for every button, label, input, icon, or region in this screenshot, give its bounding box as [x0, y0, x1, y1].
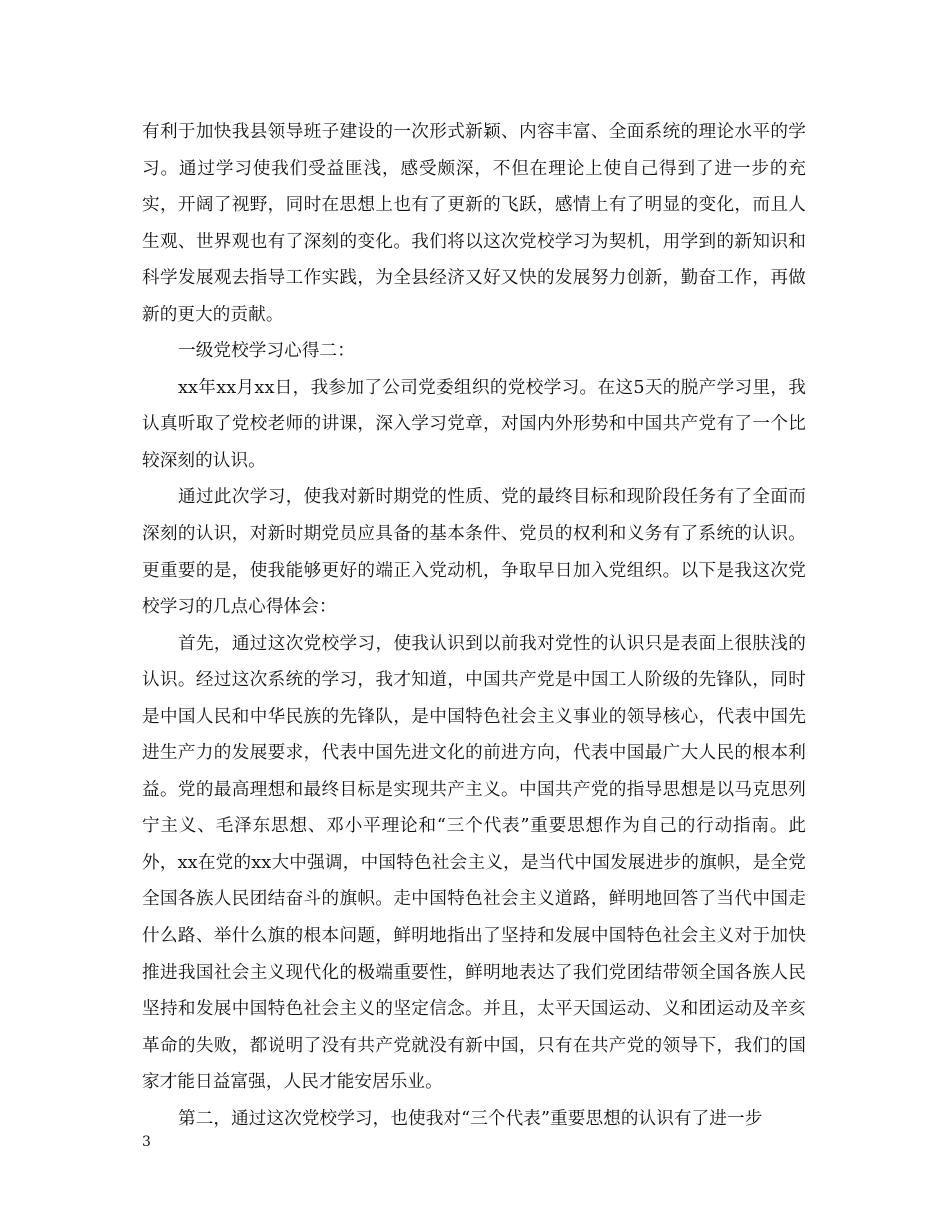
body-text [142, 114, 806, 1137]
paragraph-understanding: 通过此次学习，使我对新时期党的性质、党的最终目标和现阶段任务有了全面而深刻的认识，对新时期党员应具备的基本条件、党员的权利和义务有了系统的认识。更重要的是，使我能够更好的端正入党动机，争取早日加入党组织。以下是我这次党校学习的几点心得体会： [142, 487, 806, 618]
page-number: 3 [142, 1134, 151, 1150]
section-heading: 一级党校学习心得二： [178, 341, 355, 362]
paragraph-intro: xx年xx月xx日，我参加了公司党委组织的党校学习。在这5天的脱产学习里，我认真听取了党校老师的讲课，深入学习党章，对国内外形势和中国共产党有了一个比较深刻的认识。 [142, 377, 806, 471]
paragraph-first-point: 首先，通过这次党校学习，使我认识到以前我对党性的认识只是表面上很肤浅的认识。经过这次系统的学习，我才知道，中国共产党是中国工人阶级的先锋队，同时是中国人民和中华民族的先锋队，是中国特色社会主义事业的领导核心，代表中国先进生产力的发展要求，代表中国先进文化的前进方向，代表中国最广大人民的根本利益。党的最高理想和最终目标是实现共产主义。中国共产党的指导思想是以马克思列宁主义、毛泽东思想、邓小平理论和“三个代表”重要思想作为自己的行动指南。此外，xx在党的xx大中强调，中国特色社会主义，是当代中国发展进步的旗帜，是全党全国各族人民团结奋斗的旗帜。走中国特色社会主义道路，鲜明地回答了当代中国走什么路、举什么旗的根本问题，鲜明地指出了坚持和发展中国特色社会主义对于加快推进我国社会主义现代化的极端重要性，鲜明地表达了我们党团结带领全国各族人民坚持和发展中国特色社会主义的坚定信念。并且，太平天国运动、义和团运动及辛亥革命的失败，都说明了没有共产党就没有新中国，只有在共产党的领导下，我们的国家才能日益富强，人民才能安居乐业。 [142, 633, 806, 1093]
paragraph-second-point: 第二，通过这次党校学习，也使我对“三个代表”重要思想的认识有了进一步 [178, 1108, 763, 1129]
paragraph-continuation: 有利于加快我县领导班子建设的一次形式新颖、内容丰富、全面系统的理论水平的学习。通过学习使我们受益匪浅，感受颇深，不但在理论上使自己得到了进一步的充实，开阔了视野，同时在思想上也有了更新的飞跃，感情上有了明显的变化，而且人生观、世界观也有了深刻的变化。我们将以这次党校学习为契机，用学到的新知识和科学发展观去指导工作实践，为全县经济又好又快的发展努力创新，勤奋工作，再做新的更大的贡献。 [142, 122, 806, 325]
